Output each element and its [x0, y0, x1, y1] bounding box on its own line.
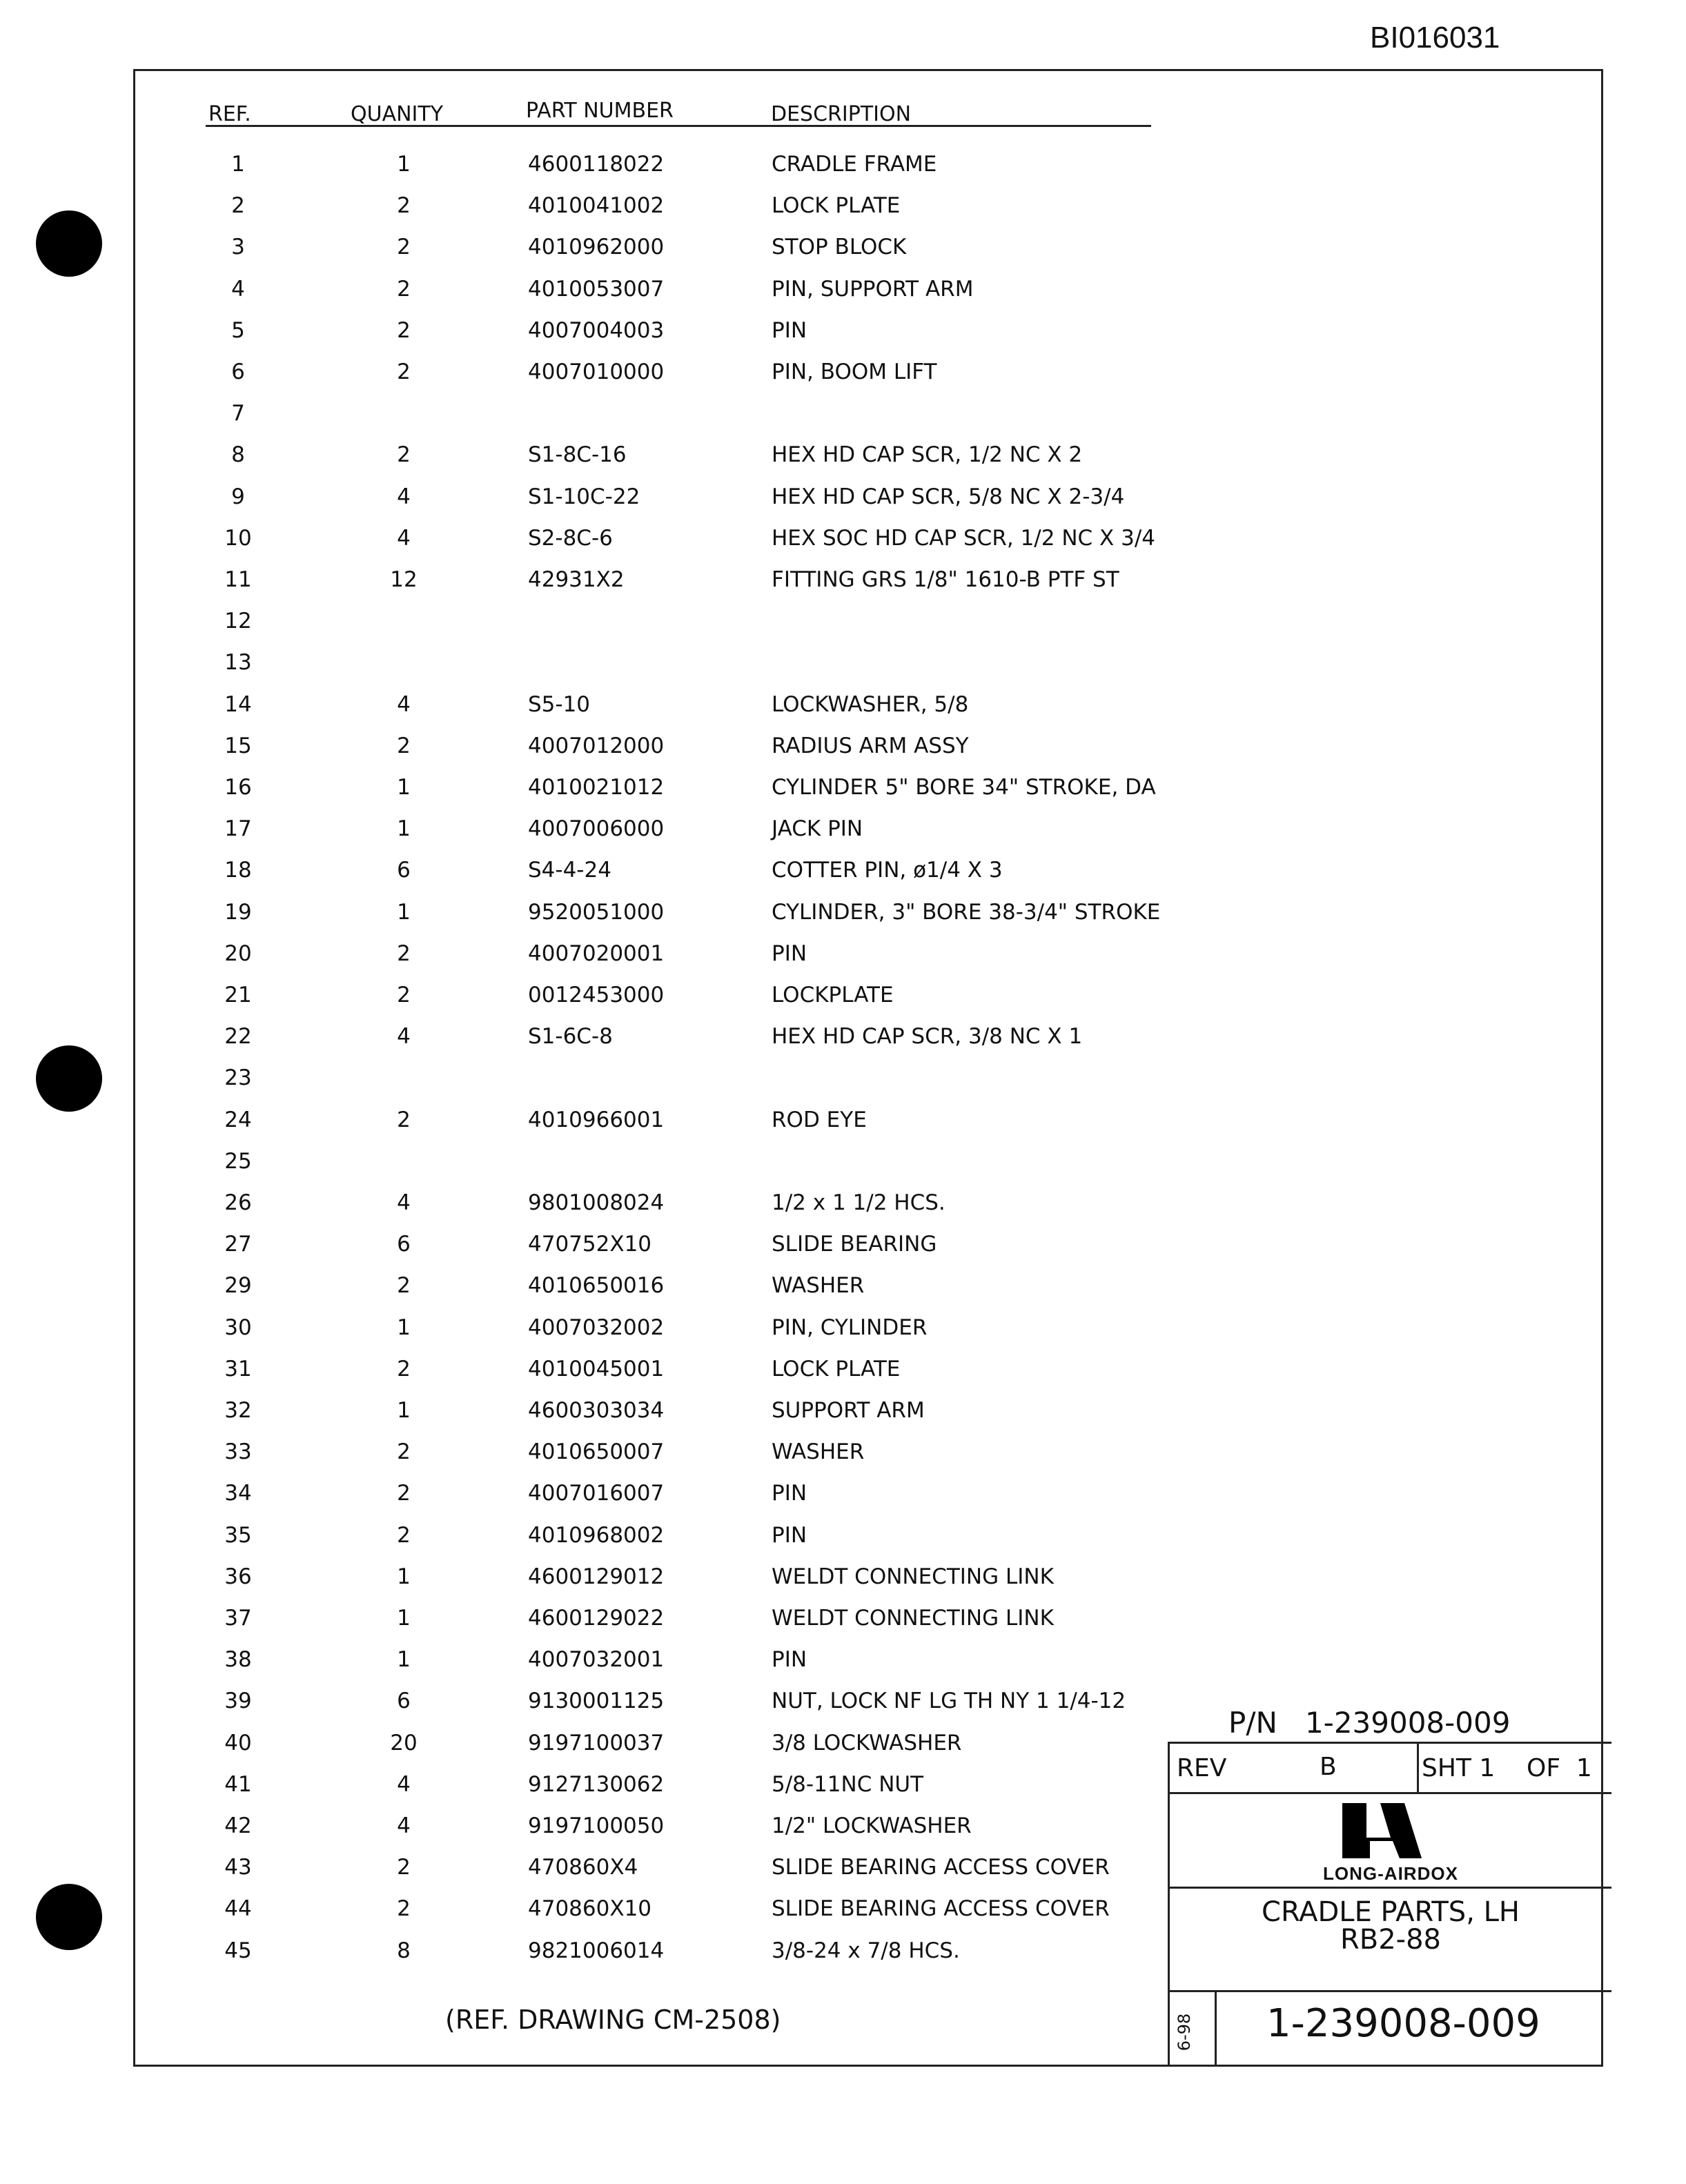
- part-number-cell: 4010041002: [528, 193, 665, 219]
- description-cell: LOCKWASHER, 5/8: [772, 691, 969, 717]
- description-cell: WASHER: [772, 1439, 865, 1465]
- description-cell: PIN: [772, 1647, 807, 1673]
- table-row: [0, 1315, 1686, 1357]
- ref-cell: 26: [224, 1190, 252, 1215]
- part-number-cell: 4010021012: [528, 775, 665, 800]
- reference-drawing-note: (REF. DRAWING CM-2508): [445, 2005, 781, 2035]
- description-cell: SLIDE BEARING: [772, 1232, 937, 1257]
- quantity-cell: 2: [397, 442, 411, 468]
- table-row: [0, 1108, 1686, 1149]
- quantity-cell: 2: [397, 733, 411, 758]
- ref-cell: 27: [224, 1232, 252, 1257]
- part-number-cell: 9520051000: [528, 899, 665, 925]
- quantity-cell: 4: [397, 484, 411, 509]
- quantity-cell: 4: [397, 1190, 411, 1215]
- ref-cell: 11: [224, 567, 252, 592]
- description-cell: NUT, LOCK NF LG TH NY 1 1/4-12: [772, 1689, 1126, 1714]
- description-cell: PIN, BOOM LIFT: [772, 360, 937, 384]
- table-row: [0, 609, 1686, 650]
- part-number-cell: 4600129012: [528, 1564, 665, 1589]
- part-number-cell: 4010968002: [528, 1522, 665, 1548]
- ref-cell: 42: [224, 1813, 252, 1838]
- ref-cell: 7: [231, 401, 245, 426]
- description-cell: HEX HD CAP SCR, 5/8 NC X 2-3/4: [772, 484, 1125, 509]
- ref-cell: 19: [224, 899, 252, 925]
- description-cell: FITTING GRS 1/8" 1610-B PTF ST: [772, 567, 1119, 592]
- description-cell: ROD EYE: [772, 1107, 867, 1132]
- table-row: [0, 1647, 1686, 1689]
- ref-cell: 18: [224, 858, 252, 883]
- quantity-cell: 2: [397, 941, 411, 966]
- sheet-label: SHT 1: [1422, 1754, 1496, 1782]
- ref-cell: 10: [224, 525, 252, 551]
- part-number-cell: 470860X10: [528, 1896, 652, 1922]
- ref-cell: 25: [224, 1148, 252, 1174]
- table-row: [0, 401, 1686, 442]
- table-row: [0, 692, 1686, 734]
- description-cell: CYLINDER 5" BORE 34" STROKE, DA: [772, 775, 1156, 800]
- description-cell: WELDT CONNECTING LINK: [772, 1606, 1054, 1631]
- part-number-cell: 4600118022: [528, 152, 665, 177]
- ref-cell: 3: [231, 235, 245, 260]
- description-cell: PIN, CYLINDER: [772, 1315, 928, 1340]
- title-block-line: [1168, 1792, 1611, 1794]
- header-quantity: QUANITY: [351, 102, 444, 126]
- description-cell: PIN: [772, 1481, 807, 1506]
- header-underline: [206, 125, 1151, 127]
- title-block-line: [1417, 1742, 1419, 1792]
- table-row: [0, 1606, 1686, 1647]
- part-number-cell: 4600129022: [528, 1606, 665, 1631]
- quantity-cell: 2: [397, 193, 411, 219]
- quantity-cell: 6: [397, 1689, 411, 1714]
- quantity-cell: 12: [390, 567, 418, 592]
- ref-cell: 35: [224, 1522, 252, 1548]
- description-cell: WELDT CONNECTING LINK: [772, 1564, 1054, 1589]
- description-cell: 5/8-11NC NUT: [772, 1771, 924, 1797]
- table-row: [0, 1398, 1686, 1439]
- description-cell: LOCKPLATE: [772, 983, 894, 1007]
- quantity-cell: 2: [397, 276, 411, 302]
- sheet-of-label: OF 1: [1527, 1754, 1592, 1782]
- quantity-cell: 4: [397, 691, 411, 717]
- ref-cell: 39: [224, 1689, 252, 1714]
- ref-cell: 40: [224, 1730, 252, 1755]
- table-row: [0, 360, 1686, 401]
- ref-cell: 30: [224, 1315, 252, 1340]
- part-number-cell: 42931X2: [528, 567, 625, 592]
- description-cell: PIN: [772, 1522, 807, 1548]
- quantity-cell: 2: [397, 1356, 411, 1381]
- ref-cell: 36: [224, 1564, 252, 1589]
- ref-cell: 45: [224, 1938, 252, 1963]
- ref-cell: 43: [224, 1855, 252, 1880]
- drawing-title: CRADLE PARTS, LH: [1262, 1896, 1520, 1928]
- header-ref: REF.: [208, 102, 251, 126]
- part-number-cell: S1-6C-8: [528, 1024, 613, 1050]
- table-row: [0, 277, 1686, 318]
- quantity-cell: 2: [397, 235, 411, 260]
- quantity-cell: 2: [397, 1273, 411, 1299]
- part-number-cell: 4007020001: [528, 941, 665, 966]
- description-cell: STOP BLOCK: [772, 235, 907, 260]
- description-cell: COTTER PIN, ø1/4 X 3: [772, 858, 1003, 883]
- header-part-number: PART NUMBER: [526, 99, 674, 123]
- drawing-subtitle: RB2-88: [1340, 1924, 1441, 1956]
- description-cell: RADIUS ARM ASSY: [772, 733, 969, 758]
- ref-cell: 13: [224, 650, 252, 676]
- quantity-cell: 4: [397, 1813, 411, 1838]
- part-number-cell: S1-8C-16: [528, 442, 627, 468]
- part-number-cell: 9197100037: [528, 1730, 665, 1755]
- table-row: [0, 1439, 1686, 1481]
- quantity-cell: 2: [397, 1481, 411, 1506]
- table-row: [0, 1065, 1686, 1107]
- ref-cell: 2: [231, 193, 245, 219]
- quantity-cell: 2: [397, 1522, 411, 1548]
- quantity-cell: 1: [397, 152, 411, 177]
- part-number-cell: 9801008024: [528, 1190, 665, 1215]
- part-number-cell: 0012453000: [528, 983, 665, 1007]
- part-number-cell: 4007032001: [528, 1647, 665, 1673]
- description-cell: HEX HD CAP SCR, 1/2 NC X 2: [772, 442, 1083, 468]
- ref-cell: 15: [224, 733, 252, 758]
- part-number-cell: 470860X4: [528, 1855, 638, 1880]
- ref-cell: 22: [224, 1024, 252, 1050]
- part-number-cell: S1-10C-22: [528, 484, 640, 509]
- description-cell: SLIDE BEARING ACCESS COVER: [772, 1896, 1110, 1922]
- description-cell: 1/2" LOCKWASHER: [772, 1813, 972, 1838]
- ref-cell: 1: [231, 152, 245, 177]
- table-row: [0, 1232, 1686, 1273]
- part-number-cell: 4007006000: [528, 816, 665, 842]
- title-block-line: [1168, 1990, 1611, 1992]
- description-cell: 3/8-24 x 7/8 HCS.: [772, 1938, 960, 1963]
- ref-cell: 34: [224, 1481, 252, 1506]
- description-cell: SUPPORT ARM: [772, 1398, 925, 1423]
- part-number-cell: 4010650007: [528, 1439, 665, 1465]
- quantity-cell: 2: [397, 1896, 411, 1922]
- part-number-cell: S2-8C-6: [528, 525, 613, 551]
- title-block-line: [1215, 1990, 1217, 2066]
- company-logo: [1339, 1800, 1442, 1862]
- description-cell: SLIDE BEARING ACCESS COVER: [772, 1855, 1110, 1880]
- ref-cell: 20: [224, 941, 252, 966]
- part-number-cell: 4007010000: [528, 360, 665, 384]
- table-row: [0, 775, 1686, 816]
- table-row: [0, 1481, 1686, 1522]
- table-row: [0, 442, 1686, 484]
- title-block-line: [1168, 1887, 1611, 1889]
- part-number-cell: 9197100050: [528, 1813, 665, 1838]
- part-number-cell: S5-10: [528, 691, 591, 717]
- date-code: 6-98: [1175, 2013, 1194, 2052]
- part-number-cell: 9127130062: [528, 1771, 665, 1797]
- quantity-cell: 1: [397, 816, 411, 842]
- part-number-label: P/N 1-239008-009: [1228, 1706, 1511, 1740]
- part-number-cell: 4010966001: [528, 1107, 665, 1132]
- part-number-cell: 4007032002: [528, 1315, 665, 1340]
- ref-cell: 8: [231, 442, 245, 468]
- ref-cell: 14: [224, 691, 252, 717]
- table-row: [0, 152, 1686, 193]
- quantity-cell: 1: [397, 899, 411, 925]
- ref-cell: 9: [231, 484, 245, 509]
- table-row: [0, 1523, 1686, 1564]
- part-number-cell: S4-4-24: [528, 858, 611, 883]
- part-number-cell: 4010650016: [528, 1273, 665, 1299]
- table-row: [0, 1357, 1686, 1398]
- part-number-cell: 4007012000: [528, 733, 665, 758]
- description-cell: PIN, SUPPORT ARM: [772, 276, 974, 302]
- quantity-cell: 2: [397, 1107, 411, 1132]
- ref-cell: 33: [224, 1439, 252, 1465]
- quantity-cell: 1: [397, 1647, 411, 1673]
- description-cell: LOCK PLATE: [772, 193, 901, 219]
- ref-cell: 41: [224, 1771, 252, 1797]
- part-number-cell: 4010962000: [528, 235, 665, 260]
- description-cell: 1/2 x 1 1/2 HCS.: [772, 1190, 945, 1215]
- quantity-cell: 1: [397, 775, 411, 800]
- rev-label: REV: [1177, 1754, 1227, 1782]
- ref-cell: 37: [224, 1606, 252, 1631]
- ref-cell: 17: [224, 816, 252, 842]
- description-cell: 3/8 LOCKWASHER: [772, 1730, 962, 1755]
- ref-cell: 4: [231, 276, 245, 302]
- ref-cell: 12: [224, 609, 252, 634]
- table-row: [0, 567, 1686, 609]
- part-number-cell: 9821006014: [528, 1938, 665, 1963]
- quantity-cell: 20: [390, 1730, 418, 1755]
- table-row: [0, 1190, 1686, 1232]
- ref-cell: 38: [224, 1647, 252, 1673]
- description-cell: PIN: [772, 317, 807, 343]
- table-row: [0, 526, 1686, 567]
- ref-cell: 32: [224, 1398, 252, 1423]
- table-row: [0, 193, 1686, 235]
- part-number-cell: 4007004003: [528, 317, 665, 343]
- description-cell: HEX HD CAP SCR, 3/8 NC X 1: [772, 1024, 1083, 1050]
- description-cell: JACK PIN: [772, 816, 863, 842]
- ref-cell: 16: [224, 775, 252, 800]
- quantity-cell: 2: [397, 983, 411, 1007]
- table-row: [0, 1273, 1686, 1315]
- quantity-cell: 4: [397, 525, 411, 551]
- table-row: [0, 1564, 1686, 1606]
- description-cell: HEX SOC HD CAP SCR, 1/2 NC X 3/4: [772, 525, 1155, 551]
- table-row: [0, 484, 1686, 526]
- description-cell: WASHER: [772, 1273, 865, 1299]
- quantity-cell: 1: [397, 1606, 411, 1631]
- rev-value: B: [1320, 1753, 1337, 1781]
- table-row: [0, 734, 1686, 775]
- ref-cell: 5: [231, 317, 245, 343]
- ref-cell: 24: [224, 1107, 252, 1132]
- ref-cell: 29: [224, 1273, 252, 1299]
- quantity-cell: 6: [397, 858, 411, 883]
- quantity-cell: 4: [397, 1024, 411, 1050]
- quantity-cell: 2: [397, 1439, 411, 1465]
- part-number-cell: 4600303034: [528, 1398, 665, 1423]
- table-row: [0, 1149, 1686, 1190]
- table-row: [0, 983, 1686, 1024]
- quantity-cell: 2: [397, 1855, 411, 1880]
- table-row: [0, 900, 1686, 941]
- table-row: [0, 1024, 1686, 1065]
- part-number-cell: 4007016007: [528, 1481, 665, 1506]
- company-name: LONG-AIRDOX: [1323, 1863, 1458, 1884]
- quantity-cell: 2: [397, 317, 411, 343]
- description-cell: PIN: [772, 941, 807, 966]
- table-row: [0, 318, 1686, 360]
- ref-cell: 23: [224, 1065, 252, 1091]
- quantity-cell: 1: [397, 1564, 411, 1589]
- table-row: [0, 816, 1686, 858]
- description-cell: CYLINDER, 3" BORE 38-3/4" STROKE: [772, 899, 1161, 925]
- table-row: [0, 941, 1686, 983]
- part-number-cell: 4010053007: [528, 276, 665, 302]
- header-description: DESCRIPTION: [771, 102, 912, 126]
- description-cell: CRADLE FRAME: [772, 152, 937, 177]
- table-row: [0, 235, 1686, 276]
- ref-cell: 6: [231, 360, 245, 384]
- ref-cell: 44: [224, 1896, 252, 1922]
- description-cell: LOCK PLATE: [772, 1356, 901, 1381]
- part-number-cell: 4010045001: [528, 1356, 665, 1381]
- quantity-cell: 2: [397, 360, 411, 384]
- ref-cell: 31: [224, 1356, 252, 1381]
- ref-cell: 21: [224, 983, 252, 1007]
- table-row: [0, 650, 1686, 691]
- quantity-cell: 1: [397, 1398, 411, 1423]
- table-row: [0, 858, 1686, 899]
- part-number-cell: 9130001125: [528, 1689, 665, 1714]
- drawing-number: 1-239008-009: [1266, 2001, 1540, 2046]
- quantity-cell: 8: [397, 1938, 411, 1963]
- document-id: BI016031: [1370, 21, 1500, 55]
- quantity-cell: 1: [397, 1315, 411, 1340]
- part-number-cell: 470752X10: [528, 1232, 652, 1257]
- quantity-cell: 6: [397, 1232, 411, 1257]
- quantity-cell: 4: [397, 1771, 411, 1797]
